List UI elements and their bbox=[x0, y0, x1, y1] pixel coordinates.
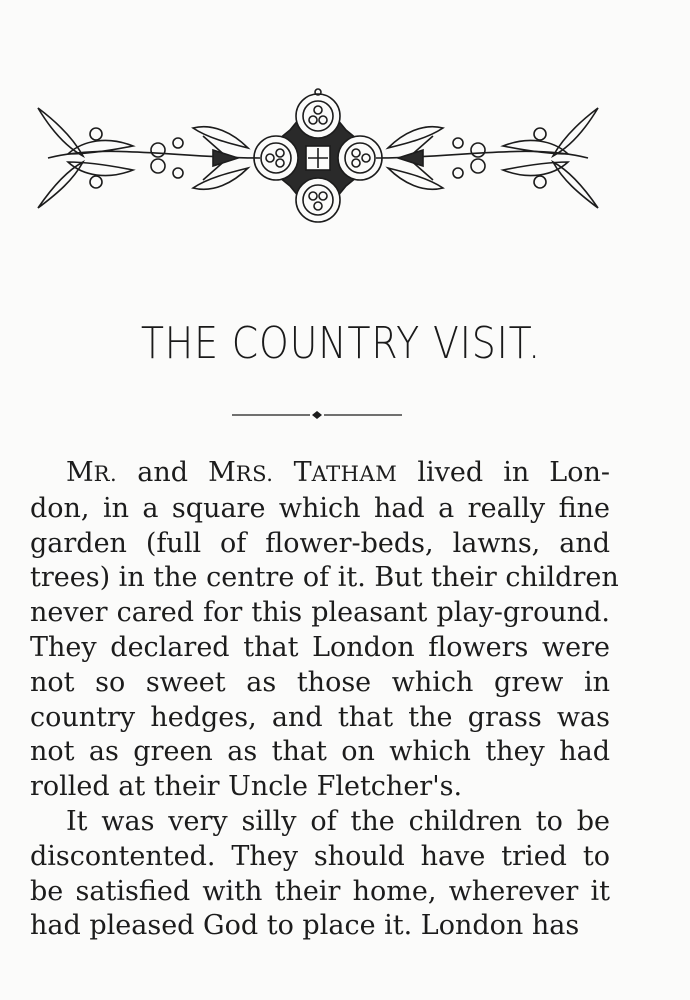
text-segment: M bbox=[208, 457, 236, 488]
text-segment: M bbox=[66, 457, 94, 488]
text-segment: and bbox=[117, 457, 209, 488]
text-line: They declared that London flowers were bbox=[30, 631, 610, 663]
text-line: not as green as that on which they had bbox=[30, 736, 610, 768]
text-segment: R. bbox=[93, 461, 118, 486]
text-line: rolled at their Uncle Fletcher's. bbox=[30, 771, 463, 803]
text-line: It was very silly of the children to be bbox=[66, 805, 610, 837]
text-segment: ATHAM bbox=[311, 461, 398, 486]
text-line: not so sweet as those which grew in bbox=[30, 666, 610, 698]
chapter-title: THE COUNTRY VISIT. bbox=[140, 318, 542, 369]
body-text bbox=[30, 456, 619, 944]
text-segment: RS. bbox=[235, 461, 274, 486]
text-line: garden (full of flower-beds, lawns, and bbox=[30, 527, 610, 559]
text-segment: T bbox=[293, 457, 312, 488]
text-line: discontented. They should have tried to bbox=[30, 840, 610, 872]
floral-headpiece-icon bbox=[28, 88, 608, 228]
text-segment: lived in Lon- bbox=[397, 457, 610, 488]
text-segment bbox=[273, 457, 293, 488]
text-line: country hedges, and that the grass was bbox=[30, 701, 610, 733]
text-line: never cared for this pleasant play-ground. bbox=[30, 597, 610, 629]
text-line: be satisfied with their home, wherever it bbox=[30, 875, 610, 907]
paragraph bbox=[30, 805, 610, 944]
text-line: trees) in the centre of it. But their children bbox=[30, 562, 619, 594]
text-line: had pleased God to place it. London has bbox=[30, 910, 580, 942]
text-line bbox=[30, 456, 610, 492]
text-line: don, in a square which had a really fine bbox=[30, 492, 610, 524]
diamond-rule-icon bbox=[232, 408, 402, 422]
paragraph bbox=[30, 456, 619, 805]
